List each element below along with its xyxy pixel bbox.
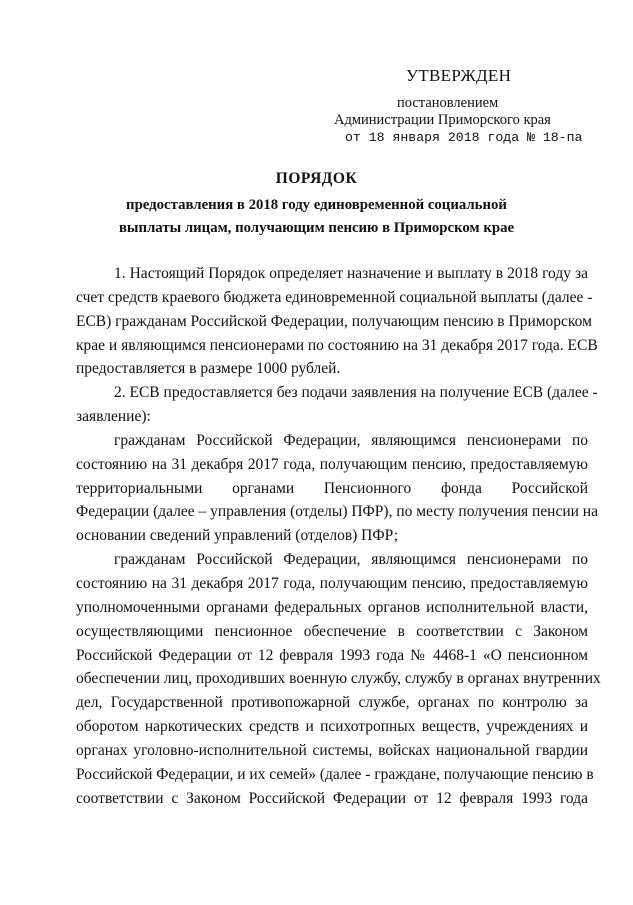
approval-line-1: постановлением [397, 95, 499, 111]
body-line: предоставляется в размере 1000 рублей. [76, 360, 341, 378]
document-body [76, 262, 601, 810]
body-line: соответствии с Законом Российской Федерации от 12 февраля 1993 года [76, 789, 588, 807]
approval-heading: УТВЕРЖДЕН [406, 66, 512, 85]
body-line: дел, Государственной противопожарной службе, органах по контролю за [76, 694, 588, 712]
body-line: 1. Настоящий Порядок определяет назначение и выплату в 2018 году за [114, 265, 588, 282]
subtitle-line-2: выплаты лицам, получающим пенсию в Приморском крае [118, 220, 515, 236]
body-line: обеспечении лиц, проходивших военную службу, службу в органах внутренних [76, 670, 601, 688]
body-line: осуществляющими пенсионное обеспечение в соответствии с Законом [76, 622, 588, 640]
body-line: Российской Федерации от 12 февраля 1993 года № 4468-1 «О пенсионном [76, 646, 588, 664]
approval-date-line: от 18 января 2018 года № 18-па [345, 130, 583, 145]
body-line: территориальными органами Пенсионного фонда Российской [76, 479, 588, 497]
body-line: Федерации (далее – управления (отделы) ПФР), по месту получения пенсии на [76, 503, 598, 521]
subtitle-line-1: предоставления в 2018 году единовременной социальной [126, 197, 507, 213]
approval-line-2: Администрации Приморского края [334, 112, 551, 128]
body-line: счет средств краевого бюджета единовременной социальной выплаты (далее - [76, 288, 593, 306]
body-line: заявление): [76, 408, 151, 426]
body-line: состоянию на 31 декабря 2017 года, получающим пенсию, предоставляемую [76, 574, 588, 592]
body-line: крае и являющимся пенсионерами по состоянию на 31 декабря 2017 года. ЕСВ [76, 336, 598, 354]
body-line: органах уголовно-исполнительной системы, войсках национальной гвардии [76, 741, 588, 759]
body-line: Российской Федерации, и их семей» (далее - граждане, получающие пенсию в [76, 765, 594, 783]
body-line: основании сведений управлений (отделов) ПФР; [76, 527, 399, 545]
document-title: ПОРЯДОК [275, 170, 358, 187]
document-subtitle [0, 194, 633, 240]
body-line: 2. ЕСВ предоставляется без подачи заявления на получение ЕСВ (далее - [114, 384, 598, 402]
body-line: ЕСВ) гражданам Российской Федерации, получающим пенсию в Приморском [76, 312, 592, 330]
body-line: гражданам Российской Федерации, являющимся пенсионерами по [114, 551, 588, 569]
body-line: гражданам Российской Федерации, являющимся пенсионерами по [114, 431, 588, 449]
body-line: состоянию на 31 декабря 2017 года, получающим пенсию, предоставляемую [76, 455, 588, 473]
body-line: уполномоченными органами федеральных органов исполнительной власти, [76, 598, 588, 616]
body-line: оборотом наркотических средств и психотропных веществ, учреждениях и [76, 718, 588, 736]
